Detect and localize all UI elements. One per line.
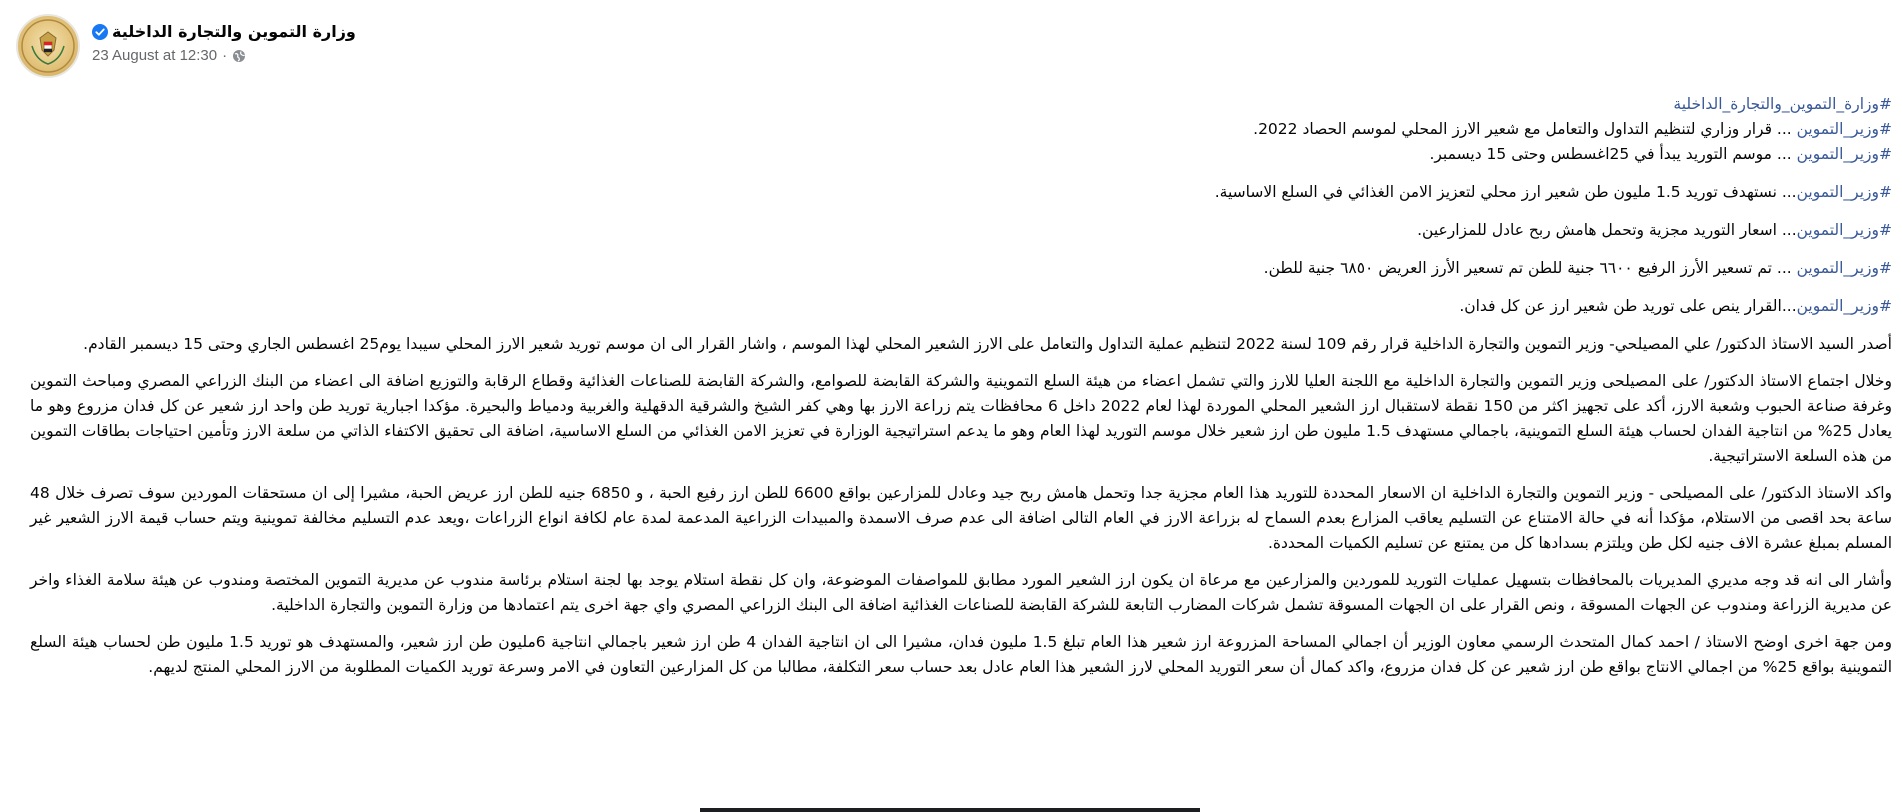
- page-avatar[interactable]: [16, 14, 80, 78]
- post-line: [30, 142, 1892, 167]
- post-paragraph: ومن جهة اخرى اوضح الاستاذ / احمد كمال المتحدث الرسمي معاون الوزير أن اجمالي المساحة المزروعة ارز شعير هذا العام تبلغ 1.5 مليون فدان، مشيرا الى ان انتاجية الفدان 4 طن ارز شعير باجمالي انتاجية 6مليون طن ارز شعير، والمستهدف هو توريد 1.5 مليون طن لحساب هيئة السلع التموينية بواقع 25% من اجمالي الانتاج بواقع طن ارز شعير عن كل فدان مزروع، واكد كمال أن سعر التوريد المحلي لارز الشعير هذا العام عادل بعد حساب سعر التكلفة، مطالبا من كل المزارعين التعاون في الامر وسرعة توريد الكميات المطلوبة من الارز المحلي المنتج لديهم.: [30, 633, 1893, 676]
- post-line-text: ... تم تسعير الأرز الرفيع ٦٦٠٠ جنية للطن تم تسعير الأرز العريض ٦٨٥٠ جنية للطن.: [1263, 259, 1797, 277]
- post-line-text: ... قرار وزاري لتنظيم التداول والتعامل مع شعير الارز المحلي لموسم الحصاد 2022.: [1253, 120, 1797, 138]
- post-body: [30, 92, 1892, 680]
- post-paragraph: وخلال اجتماع الاستاذ الدكتور/ على المصيلحى وزير التموين والتجارة الداخلية مع اللجنة العليا للارز والتي تشمل اعضاء من هيئة السلع التموينية والشركة القابضة للصوامع، والشركة القابضة للصناعات الغذائية وقطاع الرقابة والتوزيع اضافة الى اعضاء من البنك الزراعي المصري ومباحث التموين وغرفة صناعة الحبوب وشعبة الارز، أكد على تجهيز اكثر من 150 نقطة لاستقبال ارز الشعير المحلي الموردة لهذا لعام 2022 داخل 6 محافظات يتم زراعة الارز بها وهي كفر الشيخ والشرقية الدقهلية والغربية ودمياط والبحيرة. مؤكدا اجبارية توريد طن واحد ارز شعير عن كل فدان مزروع وهو ما يعادل 25% من انتاجية الفدان لحساب هيئة السلع التموينية، باجمالي مستهدف 1.5 مليون طن ارز شعير خلال موسم التوريد لهذا العام وهو ما يدعم استراتيجية الوزارة في تعزيز الامن الغذائي من السلع الاساسية، اضافة الى تحقيق الاكتفاء الذاتي من سلعة الارز وتأمين احتياجات بطاقات التموين من هذه السلعة الاستراتيجية.: [30, 372, 1892, 465]
- hashtag-link[interactable]: #وزير_التموين: [1796, 297, 1892, 315]
- post-line-text: ... اسعار التوريد مجزية وتحمل هامش ربح عادل للمزارعين.: [1417, 221, 1797, 239]
- globe-icon[interactable]: [232, 49, 246, 63]
- verified-badge-icon: [92, 24, 108, 40]
- post-line: [30, 218, 1892, 243]
- post-line: [30, 92, 1892, 117]
- hashtag-link[interactable]: #وزير_التموين: [1796, 259, 1892, 277]
- post-paragraph: واكد الاستاذ الدكتور/ على المصيلحى - وزير التموين والتجارة الداخلية ان الاسعار المحددة للتوريد هذا العام مجزية جدا وتحمل هامش ربح جيد وعادل للمزارعين بواقع 6600 للطن ارز رفيع الحبة ، و 6850 جنيه للطن ارز عريض الحبة، مشيرا إلى ان مستحقات الموردين سوف تصرف خلال 48 ساعة بحد اقصى من الاستلام، مؤكدا أنه في حالة الامتناع عن التسليم يعاقب المزارع بعدم السماح له بزراعة الارز في العام التالى اضافة الى عدم صرف الاسمدة والمبيدات الزراعية المدعمة لمدة عام لكافة انواع الزراعات ،ويعد عدم التسليم مخالفة تموينية ويتم حساب قيمة الارز الشعير غير المسلم بمبلغ عشرة الاف جنيه لكل طن ويلتزم بسدادها كل من يمتنع عن تسليم الكميات المحددة.: [30, 484, 1892, 552]
- meta-separator: ·: [222, 47, 228, 64]
- post-header: [16, 14, 356, 78]
- post-line: [30, 256, 1892, 281]
- post-line: [30, 294, 1892, 319]
- bottom-divider: [700, 808, 1200, 812]
- hashtag-link[interactable]: #وزير_التموين: [1796, 183, 1892, 201]
- post-line-text: ...القرار ينص على توريد طن شعير ارز عن كل فدان.: [1459, 297, 1797, 315]
- page-name-link[interactable]: وزارة التموين والتجارة الداخلية: [112, 22, 356, 41]
- post-line: [30, 117, 1892, 142]
- post-paragraph: وأشار الى انه قد وجه مديري المديريات بالمحافظات بتسهيل عمليات التوريد للموردين والمزارعين مع مرعاة ان يكون ارز الشعير المورد مطابق للمواصفات الموضوعة، وان كل نقطة استلام يوجد بها لجنة استلام برئاسة مندوب عن مديرية التموين المختصة ومندوب عن هيئة سلامة الغذاء واخر عن مديرية الزراعة ومندوب عن الجهات المسوقة ، ونص القرار على ان الجهات المسوقة تشمل شركات المضارب التابعة للشركة القابضة للصناعات الغذائية اضافة الى البنك الزراعي المصري واي جهة اخرى يتم اعتمادها من وزارة التموين والتجارة الداخلية.: [30, 571, 1892, 614]
- post-paragraph: أصدر السيد الاستاذ الدكتور/ علي المصيلحي- وزير التموين والتجارة الداخلية قرار رقم 109 لسنة 2022 لتنظيم عملية التداول والتعامل على الارز الشعير المحلي لهذا الموسم ، واشار القرار الى ان موسم توريد شعير الارز المحلي سيبدا يوم25 اغسطس الجاري وحتى 15 ديسمبر القادم.: [83, 335, 1892, 353]
- post-line-text: ... نستهدف توريد 1.5 مليون طن شعير ارز محلي لتعزيز الامن الغذائي في السلع الاساسية.: [1214, 183, 1797, 201]
- hashtag-link[interactable]: #وزير_التموين: [1796, 120, 1892, 138]
- post-line-text: ... موسم التوريد يبدأ في 25اغسطس وحتى 15 ديسمبر.: [1429, 145, 1797, 163]
- hashtag-link[interactable]: #وزارة_التموين_والتجارة_الداخلية: [1673, 95, 1892, 113]
- post-timestamp-link[interactable]: 23 August at 12:30: [92, 47, 218, 64]
- post-line: [30, 180, 1892, 205]
- hashtag-link[interactable]: #وزير_التموين: [1796, 145, 1892, 163]
- hashtag-link[interactable]: #وزير_التموين: [1796, 221, 1892, 239]
